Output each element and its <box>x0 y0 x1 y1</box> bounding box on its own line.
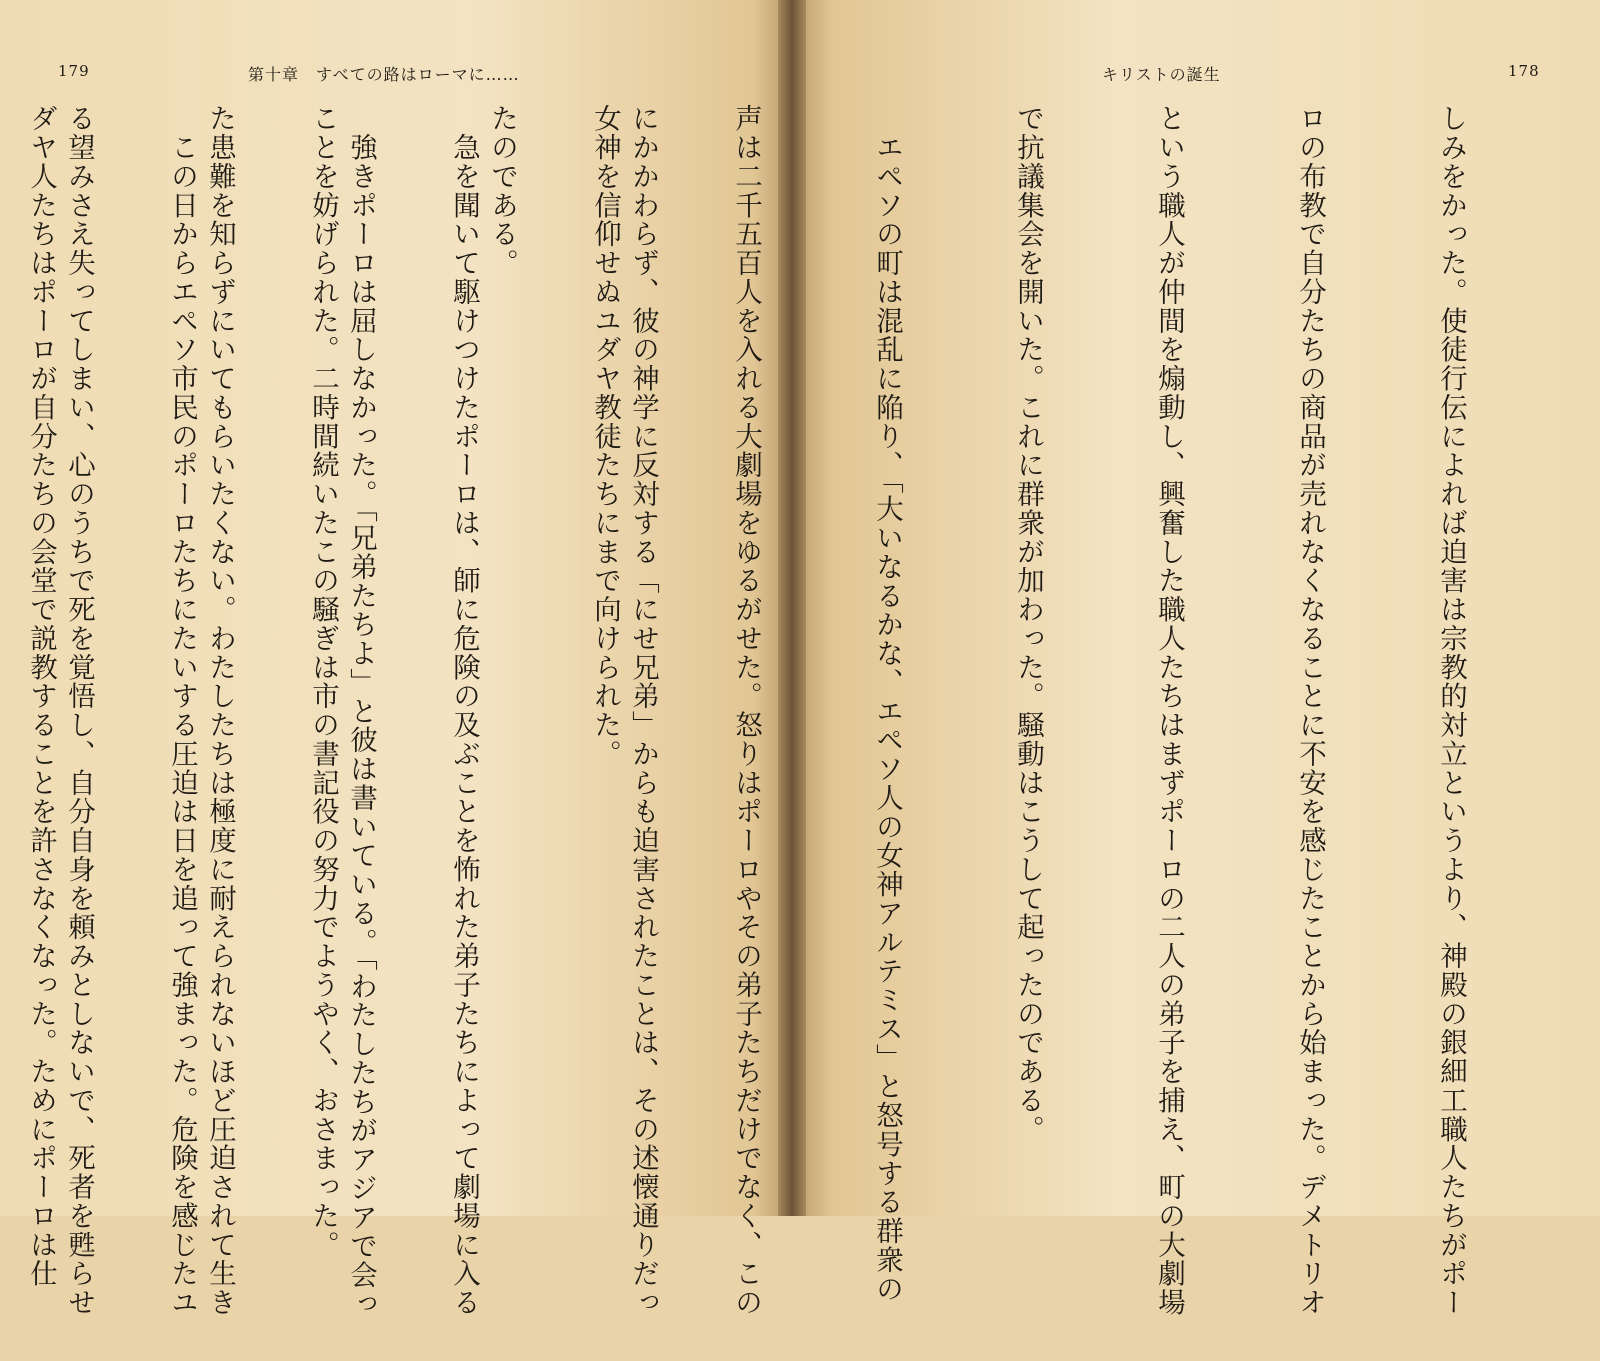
text-line: る望みさえ失ってしまい、心のうちで死を覚悟し、自分自身を頼みとしないで、死者を甦らせ <box>63 104 95 1317</box>
text-line: この日からエペソ市民のポーロたちにたいする圧迫は日を追って強まった。危険を感じたユ <box>166 104 198 1317</box>
text-line: にかかわらず、彼の神学に反対する「にせ兄弟」からも迫害されたことは、その述懐通りだっ <box>627 104 659 1317</box>
book-gutter <box>778 0 806 1216</box>
text-line: た患難を知らずにいてもらいたくない。わたしたちは極度に耐えられないほど圧迫されて生き <box>204 104 236 1317</box>
text-line: しみをかった。使徒行伝によれば迫害は宗教的対立というより、神殿の銀細工職人たちがポー <box>1435 104 1467 1317</box>
text-line: 女神を信仰せぬユダヤ教徒たちにまで向けられた。 <box>589 104 621 769</box>
left-running-head: 第十章 すべての路はローマに…… <box>248 65 520 84</box>
text-line: 声は二千五百人を入れる大劇場をゆるがせた。怒りはポーロやその弟子たちだけでなく、この <box>730 104 762 1317</box>
right-page-number: 178 <box>1508 62 1540 80</box>
text-line: エペソの町は混乱に陥り、「大いなるかな、エペソ人の女神アルテミス」と怒号する群衆の <box>871 104 903 1303</box>
text-line: ロの布教で自分たちの商品が売れなくなることに不安を感じたことから始まった。デメトリオ <box>1294 104 1326 1317</box>
left-page-number: 179 <box>58 62 90 80</box>
text-line: で抗議集会を開いた。これに群衆が加わった。騒動はこうして起ったのである。 <box>1012 104 1044 1144</box>
text-line: 強きポーロは屈しなかった。「兄弟たちよ」と彼は書いている。「わたしたちがアジアで会っ <box>345 104 377 1319</box>
text-line: 急を聞いて駆けつけたポーロは、師に危険の及ぶことを怖れた弟子たちによって劇場に入る <box>448 104 480 1317</box>
text-line: ことを妨げられた。二時間続いたこの騒ぎは市の書記役の努力でようやく、おさまった。 <box>307 104 339 1259</box>
text-line: ダヤ人たちはポーロが自分たちの会堂で説教することを許さなくなった。ためにポーロは仕 <box>25 104 57 1288</box>
text-line: という職人が仲間を煽動し、興奮した職人たちはまずポーロの二人の弟子を捕え、町の大劇場 <box>1153 104 1185 1317</box>
right-running-head: キリストの誕生 <box>1102 65 1221 84</box>
text-line: たのである。 <box>486 104 518 278</box>
